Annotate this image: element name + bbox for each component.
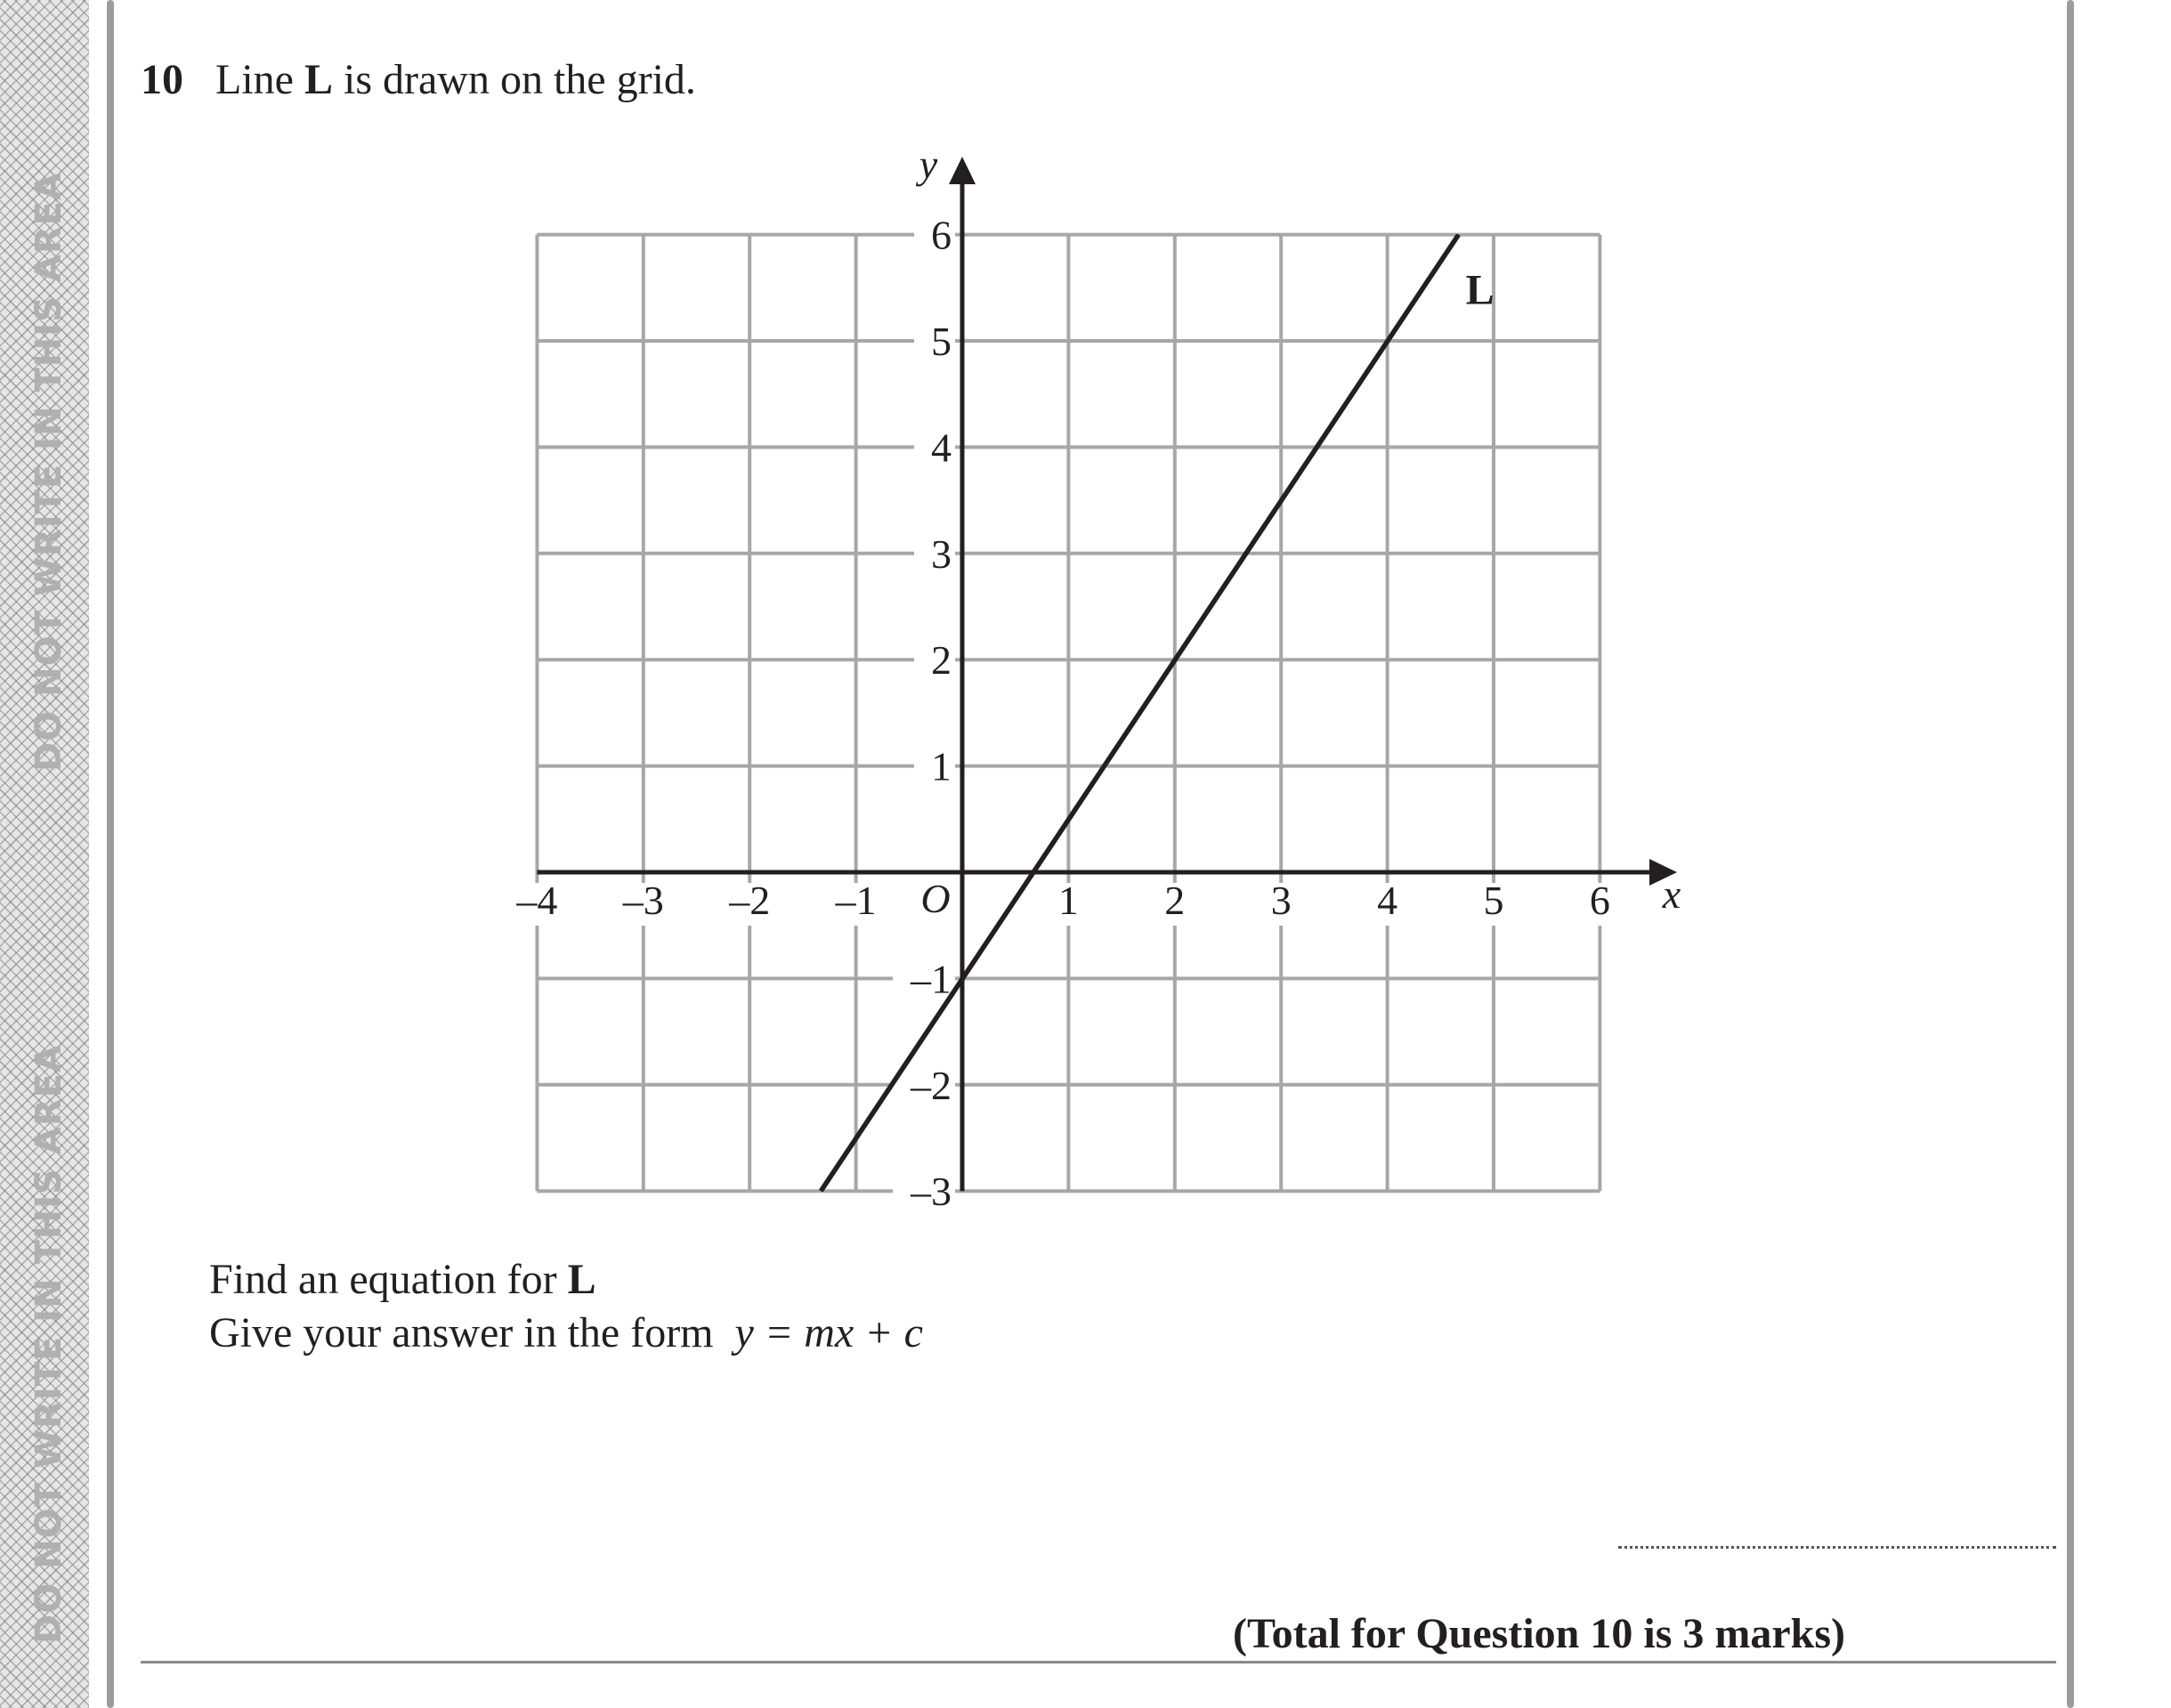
question-intro-before: Line xyxy=(215,56,294,103)
y-tick-label: 3 xyxy=(931,530,952,577)
y-tick-label: 4 xyxy=(931,425,952,471)
x-tick-label: 6 xyxy=(1589,878,1610,923)
y-tick-label: –1 xyxy=(911,956,952,1002)
y-tick-label: –3 xyxy=(911,1169,952,1215)
y-tick-label: 2 xyxy=(931,637,952,684)
margin-warning-lower: DO NOT WRITE IN THIS AREA xyxy=(28,1044,69,1644)
answer-line[interactable] xyxy=(1618,1546,2056,1549)
origin-label: O xyxy=(920,876,951,921)
line-L-label: L xyxy=(1465,266,1495,314)
y-tick-label: –2 xyxy=(911,1062,952,1108)
question-total: (Total for Question 10 is 3 marks) xyxy=(1233,1610,1846,1657)
prompt-formula: y = mx + c xyxy=(734,1309,923,1356)
question-number: 10 xyxy=(141,56,183,103)
series-labels xyxy=(1466,267,1495,314)
series-layer xyxy=(821,235,1458,1192)
x-tick-label: 1 xyxy=(1057,878,1079,923)
y-axis-arrow xyxy=(949,157,976,184)
question-intro-after: is drawn on the grid. xyxy=(343,56,696,103)
x-tick-label: –2 xyxy=(729,878,771,923)
tick-labels xyxy=(515,142,1681,1214)
line-L xyxy=(821,235,1458,1192)
prompt-line-2-text: Give your answer in the form xyxy=(209,1309,714,1356)
prompt-line-1-text: Find an equation for xyxy=(209,1256,557,1303)
x-tick-label: 4 xyxy=(1377,878,1398,923)
x-tick-label: –4 xyxy=(516,878,558,923)
margin-warning-upper: DO NOT WRITE IN THIS AREA xyxy=(28,172,69,772)
y-tick-label: 6 xyxy=(931,212,952,258)
y-tick-label: 1 xyxy=(931,743,952,789)
question-prompt xyxy=(209,1253,923,1360)
prompt-line-1-name: L xyxy=(567,1256,596,1303)
x-tick-label: 5 xyxy=(1483,878,1504,923)
prompt-line-2 xyxy=(209,1307,923,1360)
x-axis-label: x xyxy=(1662,871,1681,917)
grid-lines xyxy=(510,212,1626,1215)
question-line-name: L xyxy=(304,56,333,103)
y-tick-label: 5 xyxy=(931,319,952,364)
bottom-rule xyxy=(141,1661,2056,1663)
x-tick-label: –3 xyxy=(622,878,664,923)
x-tick-label: 2 xyxy=(1164,878,1186,923)
axes xyxy=(537,157,1677,1191)
x-tick-label: –1 xyxy=(835,878,877,923)
y-axis-label: y xyxy=(919,142,938,187)
x-tick-label: 3 xyxy=(1270,878,1292,923)
prompt-line-1 xyxy=(209,1253,923,1307)
